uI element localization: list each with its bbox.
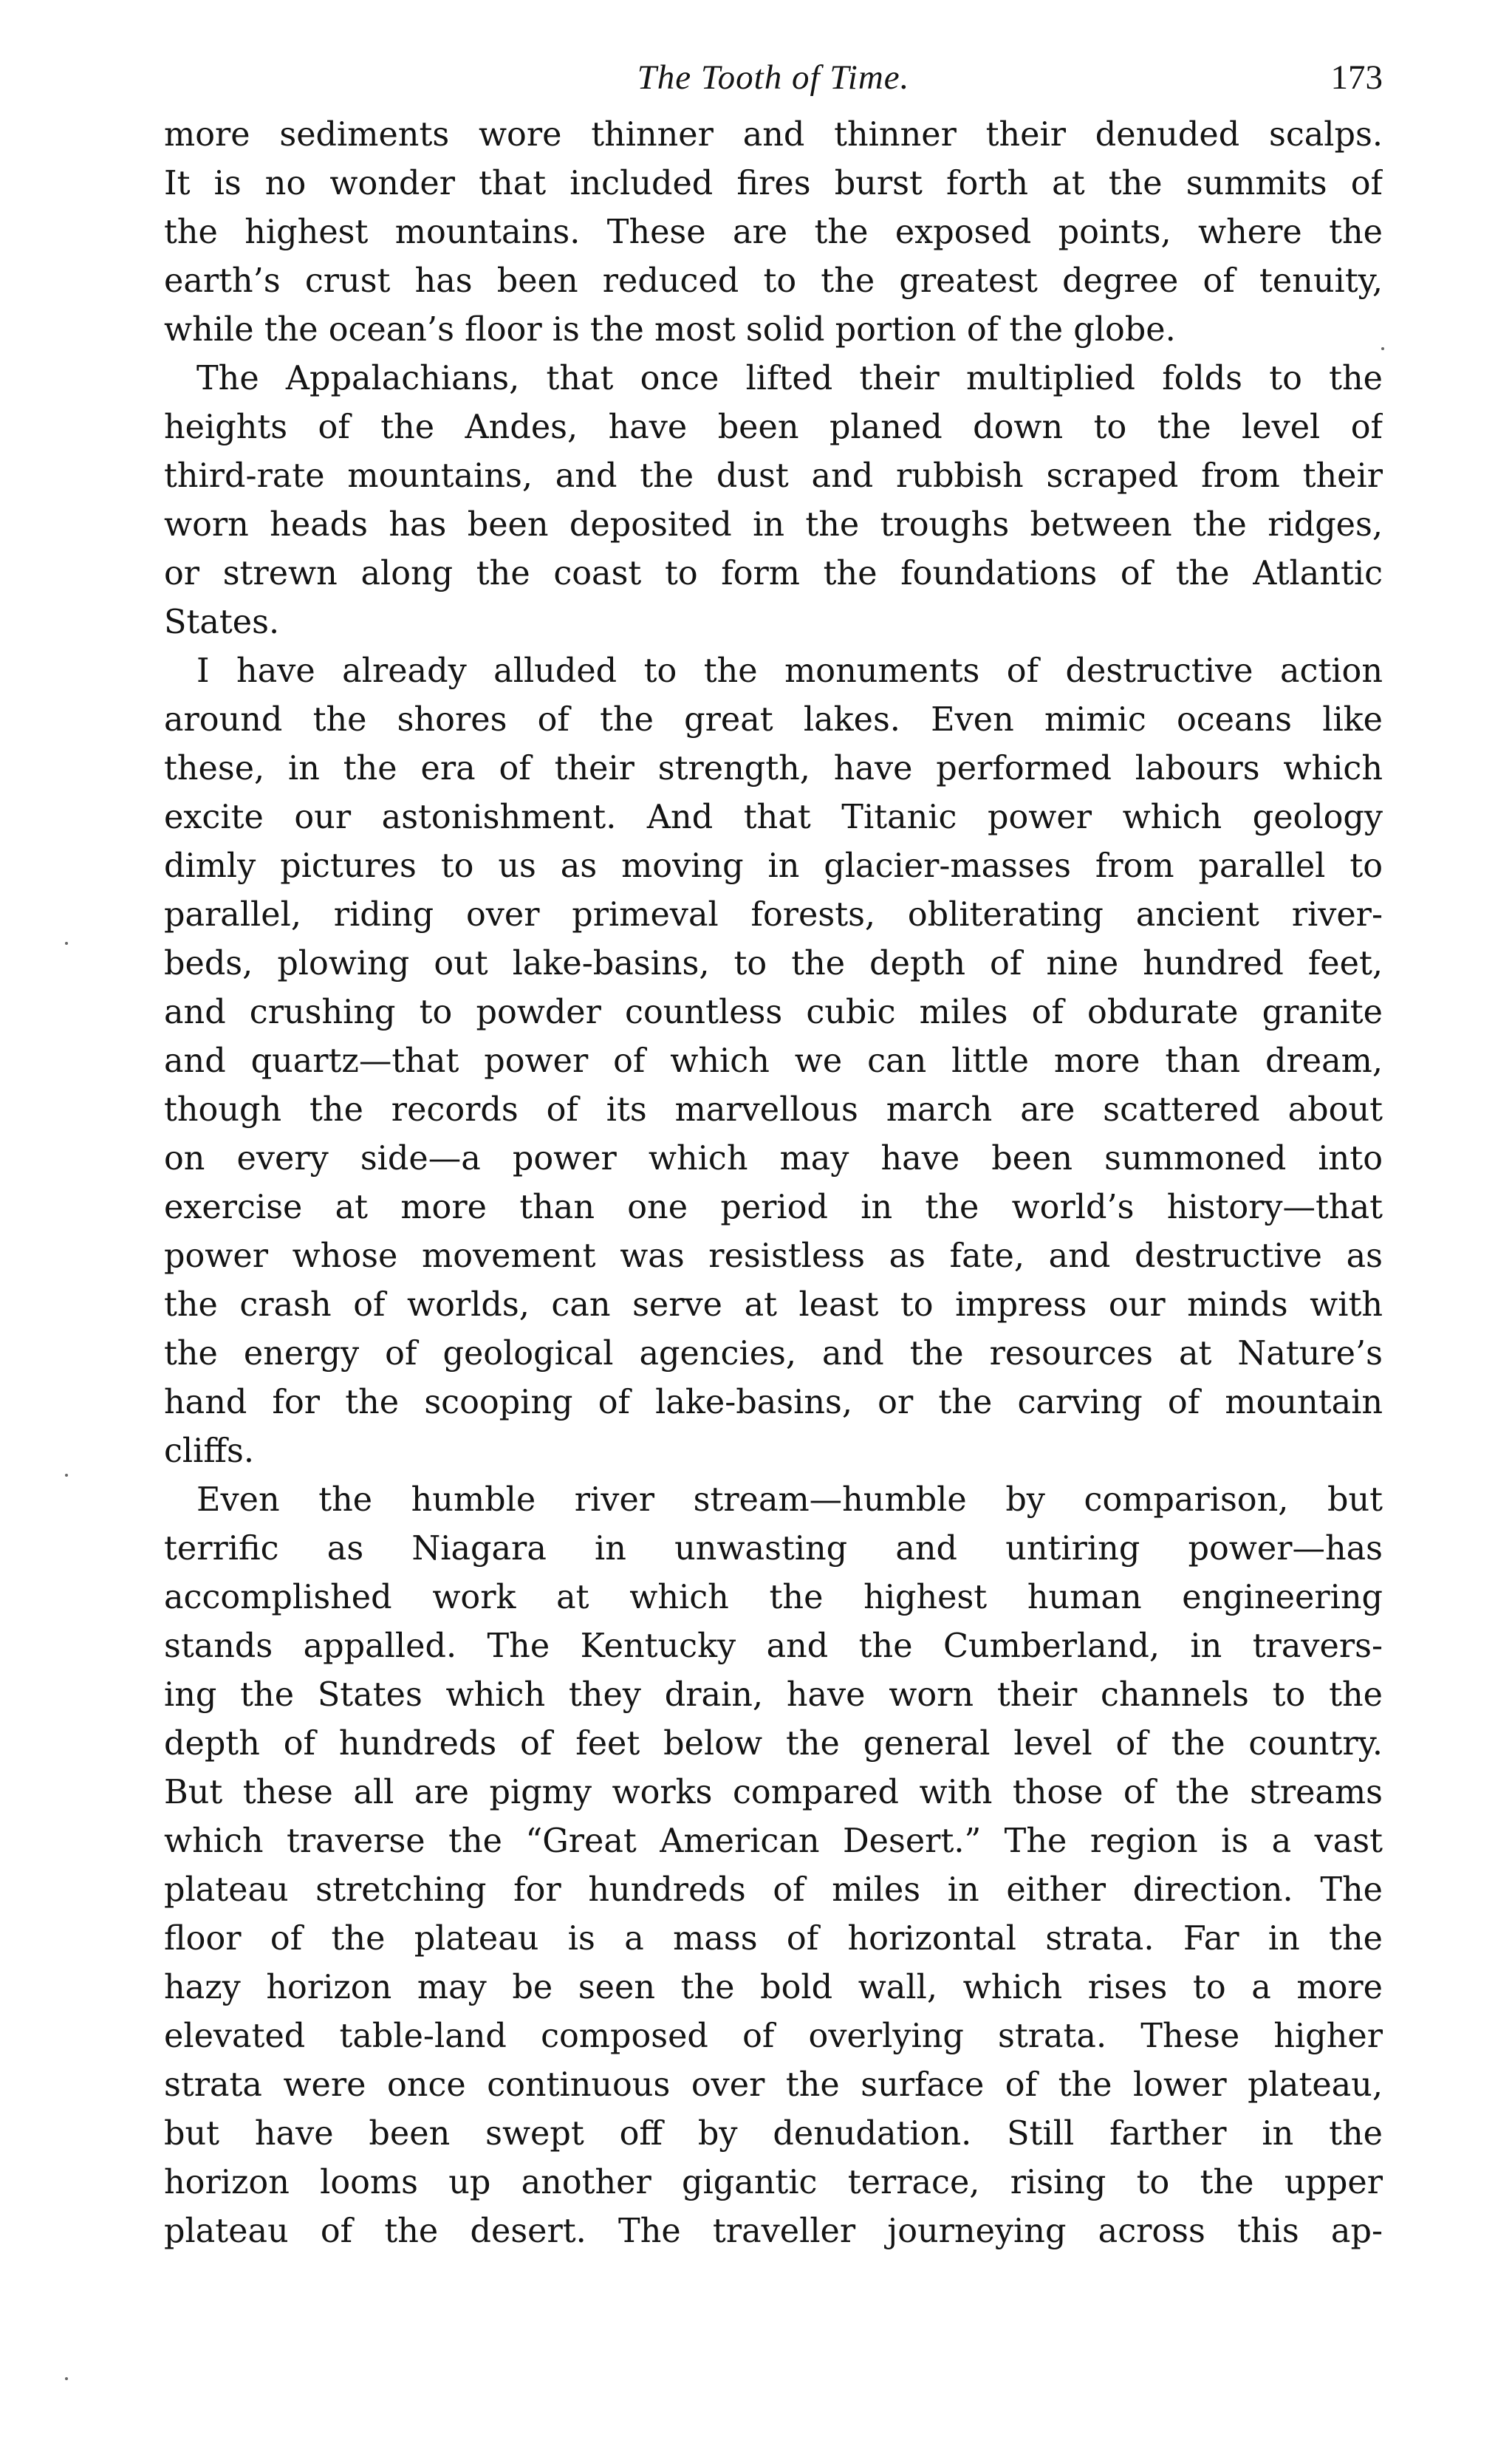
text-line: But these all are pigmy works compared with those of the streams <box>164 1774 1383 1811</box>
text-line: heights of the Andes, have been planed down to the level of <box>164 409 1383 446</box>
text-line: while the ocean’s floor is the most solid portion of the globe. <box>164 311 1176 349</box>
text-line: but have been swept off by denudation. Still farther in the <box>164 2115 1383 2153</box>
text-line: the highest mountains. These are the exposed points, where the <box>164 213 1383 251</box>
text-line: floor of the plateau is a mass of horizontal strata. Far in the <box>164 1920 1383 1958</box>
running-head <box>164 44 1383 111</box>
text-line: and crushing to powder countless cubic miles of obdurate granite <box>164 994 1383 1031</box>
text-line: accomplished work at which the highest human engineering <box>164 1579 1383 1616</box>
text-line: beds, plowing out lake-basins, to the depth of nine hundred feet, <box>164 945 1383 983</box>
text-line: hand for the scooping of lake-basins, or the carving of mountain <box>164 1384 1383 1421</box>
text-line: horizon looms up another gigantic terrace, rising to the upper <box>164 2164 1383 2201</box>
scan-speck <box>65 2377 68 2380</box>
text-line: strata were once continuous over the surface of the lower plateau, <box>164 2066 1383 2104</box>
text-line: excite our astonishment. And that Titanic power which geology <box>164 799 1383 836</box>
text-line: plateau stretching for hundreds of miles in either direction. The <box>164 1871 1383 1909</box>
body-text <box>164 111 1383 2256</box>
scan-speck <box>65 942 68 945</box>
text-line: these, in the era of their strength, have performed labours which <box>164 750 1383 787</box>
scan-speck <box>1381 347 1384 350</box>
text-line: It is no wonder that included fires burst forth at the summits of <box>164 165 1383 202</box>
text-line: elevated table-land composed of overlying strata. These higher <box>164 2017 1383 2055</box>
text-line: terrific as Niagara in unwasting and untiring power—has <box>164 1530 1383 1568</box>
text-line: the energy of geological agencies, and the resources at Nature’s <box>164 1335 1383 1373</box>
paragraph-4 <box>164 1476 1383 2256</box>
text-line: power whose movement was resistless as fate, and destructive as <box>164 1237 1383 1275</box>
text-line: ing the States which they drain, have worn their channels to the <box>164 1676 1383 1714</box>
page-number: 173 <box>1330 58 1383 97</box>
text-line: third-rate mountains, and the dust and rubbish scraped from their <box>164 457 1383 495</box>
text-line: plateau of the desert. The traveller journeying across this ap- <box>164 2212 1383 2250</box>
book-page <box>164 44 1383 2408</box>
text-line: stands appalled. The Kentucky and the Cumberland, in travers- <box>164 1627 1383 1665</box>
paragraph-2 <box>164 355 1383 647</box>
paragraph-3 <box>164 647 1383 1476</box>
text-line: exercise at more than one period in the world’s history—that <box>164 1189 1383 1226</box>
text-line: worn heads has been deposited in the troughs between the ridges, <box>164 506 1383 544</box>
text-line: on every side—a power which may have been summoned into <box>164 1140 1383 1178</box>
text-line: depth of hundreds of feet below the general level of the country. <box>164 1725 1383 1763</box>
text-line: dimly pictures to us as moving in glacier-masses from parallel to <box>164 847 1383 885</box>
text-line: around the shores of the great lakes. Even mimic oceans like <box>164 701 1383 739</box>
text-line: parallel, riding over primeval forests, obliterating ancient river- <box>164 896 1383 934</box>
running-title: The Tooth of Time. <box>637 58 910 97</box>
text-line: or strewn along the coast to form the foundations of the Atlantic <box>164 555 1383 592</box>
text-line: hazy horizon may be seen the bold wall, which rises to a more <box>164 1969 1383 2006</box>
text-line: States. <box>164 604 280 641</box>
scan-speck <box>65 1474 68 1477</box>
text-line: more sediments wore thinner and thinner their denuded scalps. <box>164 116 1383 154</box>
text-line: and quartz—that power of which we can little more than dream, <box>164 1042 1383 1080</box>
paragraph-1 <box>164 111 1383 355</box>
text-line: Even the humble river stream—humble by comparison, but <box>196 1481 1383 1519</box>
text-line: though the records of its marvellous march are scattered about <box>164 1091 1383 1129</box>
text-line: which traverse the “Great American Desert.” The region is a vast <box>164 1822 1383 1860</box>
text-line: the crash of worlds, can serve at least to impress our minds with <box>164 1286 1383 1324</box>
text-line: earth’s crust has been reduced to the greatest degree of tenuity, <box>164 262 1383 300</box>
text-line: cliffs. <box>164 1432 254 1470</box>
text-line: I have already alluded to the monuments of destructive action <box>196 652 1383 690</box>
text-line: The Appalachians, that once lifted their multiplied folds to the <box>196 360 1383 397</box>
